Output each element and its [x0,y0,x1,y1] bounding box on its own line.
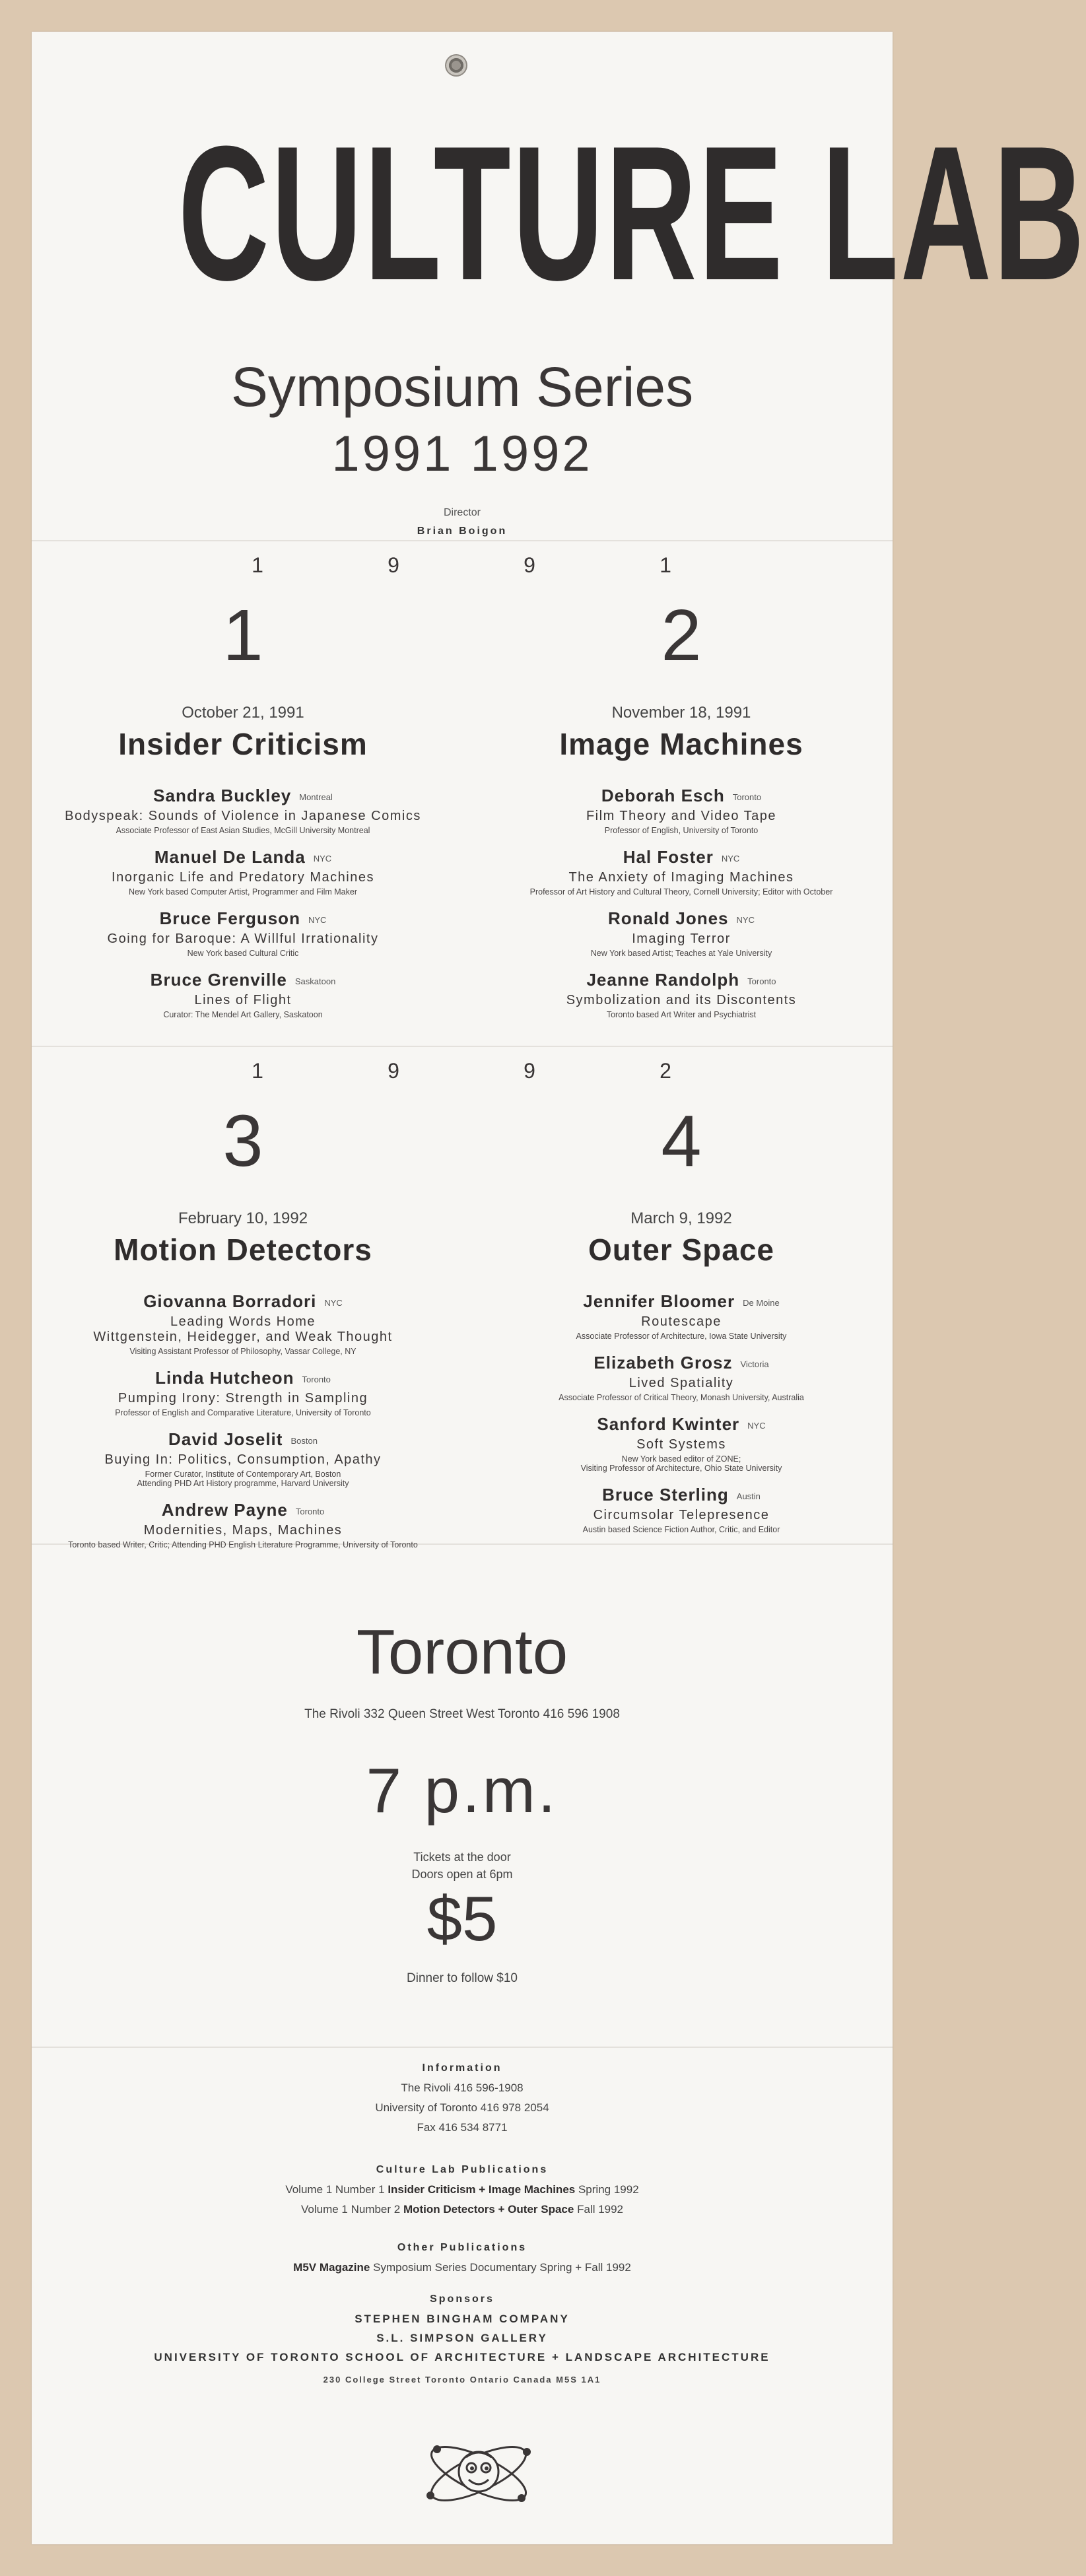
speaker-bio: Curator: The Mendel Art Gallery, Saskatoon [163,1010,323,1019]
talk-title: Modernities, Maps, Machines [143,1523,343,1538]
speaker-name: David Joselit [168,1429,283,1449]
grommet-icon [445,54,467,77]
speaker-name: Bruce Grenville [150,970,287,990]
year-digit: 1 [660,553,671,577]
talk-title: Going for Baroque: A Willful Irrationality [107,932,379,946]
sponsors-heading: Sponsors [430,2293,494,2305]
speaker-bio: Austin based Science Fiction Author, Critic, and Editor [582,1525,780,1534]
speaker-location: NYC [308,914,327,925]
year-digit: 1 [252,553,263,577]
session-title: Insider Criticism [118,727,368,761]
talk-title: Film Theory and Video Tape [586,809,777,823]
main-title: CULTURE LAB [178,106,1086,320]
venue-address: The Rivoli 332 Queen Street West Toronto 416 596 1908 [304,1707,620,1721]
speaker-bio: New York based Artist; Teaches at Yale University [590,949,772,958]
speaker-name: Giovanna Borradori [143,1291,317,1311]
speaker-name-line [32,1429,454,1450]
speaker-name: Jeanne Randolph [586,970,740,990]
speaker-name-line [470,847,893,867]
speaker-bio: New York based editor of ZONE; [621,1454,741,1464]
talk-title: Inorganic Life and Predatory Machines [112,870,374,885]
talk-title: The Anxiety of Imaging Machines [568,870,794,885]
speaker-location: NYC [324,1297,343,1308]
speaker [32,908,454,958]
doors-line: Doors open at 6pm [411,1868,513,1881]
information-heading: Information [422,2062,502,2074]
director-name: Brian Boigon [417,525,508,537]
other-publication-detail: Symposium Series Documentary Spring + Fall 1992 [373,2261,631,2274]
speaker-name-line [32,1368,454,1388]
other-publication-item [32,2258,893,2278]
speaker-name: Hal Foster [623,847,714,867]
atom-face-logo-icon [423,2424,535,2523]
speaker-name: Bruce Sterling [602,1485,729,1505]
speaker [32,1429,454,1488]
speaker-name: Jennifer Bloomer [583,1291,735,1311]
fold-line [32,540,893,541]
talk-subtitle: Wittgenstein, Heidegger, and Weak Thought [93,1330,393,1344]
fold-line [32,1046,893,1047]
info-line: University of Toronto 416 978 2054 [375,2101,549,2114]
publication-season: Spring 1992 [578,2183,639,2196]
other-publications-section [32,2242,893,2278]
speaker-location: NYC [721,853,740,864]
speaker-name: Bruce Ferguson [159,908,300,928]
session-number: 4 [661,1101,702,1182]
session-number: 3 [222,1101,263,1182]
speaker-name: Manuel De Landa [154,847,306,867]
speaker-location: Victoria [740,1359,769,1369]
venue-city: Toronto [356,1617,568,1687]
poster-sheet [32,32,1086,2544]
speaker-bio: Toronto based Writer, Critic; Attending PHD English Literature Programme, University of Toronto [68,1540,418,1549]
year-digit: 2 [660,1059,671,1083]
year-digit: 9 [388,553,399,577]
speaker-bio-extra: Attending PHD Art History programme, Harvard University [137,1479,349,1488]
speaker-list [470,786,893,1019]
sponsor-line: UNIVERSITY OF TORONTO SCHOOL OF ARCHITECTURE + LANDSCAPE ARCHITECTURE [154,2351,770,2363]
speaker-location: Austin [736,1491,761,1501]
school-address: 230 College Street Toronto Ontario Canada M5S 1A1 [323,2375,601,2385]
session-3 [32,1101,454,1561]
publication-volume: Volume 1 Number 1 [285,2183,385,2196]
year-digits-1991 [32,553,893,580]
sub-title: Symposium Series [230,356,694,418]
speaker-name: Elizabeth Grosz [594,1353,733,1373]
sponsor-line: S.L. SIMPSON GALLERY [376,2332,548,2344]
session-number: 1 [222,595,263,676]
speaker-bio: Visiting Assistant Professor of Philosophy, Vassar College, NY [129,1347,356,1356]
speaker [32,847,454,897]
session-1 [32,595,454,1031]
speaker-bio: Toronto based Art Writer and Psychiatrist [606,1010,757,1019]
session-title: Motion Detectors [114,1233,372,1267]
speaker [470,847,893,897]
speaker [470,786,893,835]
speaker-location: Montreal [299,792,333,802]
speaker-bio: Associate Professor of Architecture, Iowa State University [576,1332,787,1341]
speaker [470,970,893,1019]
speaker-bio: Associate Professor of East Asian Studies, McGill University Montreal [116,826,370,835]
speaker-location: Toronto [747,976,776,986]
speaker-name-line [32,970,454,990]
speaker-bio: Associate Professor of Critical Theory, Monash University, Australia [559,1393,804,1402]
speaker-name-line [32,1291,454,1312]
year-digit: 9 [388,1059,399,1083]
speaker-bio: New York based Computer Artist, Programmer and Film Maker [129,887,357,897]
series-years: 1991 1992 [331,426,593,482]
tickets-line: Tickets at the door [413,1850,511,1864]
info-line: The Rivoli 416 596-1908 [401,2082,524,2094]
year-digits-1992 [32,1059,893,1085]
session-date: February 10, 1992 [178,1209,308,1227]
speaker-name: Sandra Buckley [153,786,292,805]
speaker-name-line [470,1291,893,1312]
publication-title: Insider Criticism + Image Machines [388,2183,576,2196]
publication-volume: Volume 1 Number 2 [300,2203,401,2216]
speaker-location: Toronto [302,1374,331,1384]
speaker-location: Toronto [732,792,762,802]
speaker-name-line [32,1500,454,1520]
session-title: Outer Space [588,1233,774,1267]
speaker-location: Boston [290,1435,318,1446]
speaker [470,1353,893,1402]
speaker [470,1414,893,1473]
year-digit: 9 [524,1059,535,1083]
publications-section [32,2164,893,2220]
speaker-name-line [32,847,454,867]
speaker-name-line [470,1353,893,1373]
session-title: Image Machines [559,727,803,761]
ticket-price: $5 [426,1883,498,1954]
speaker-name-line [470,1485,893,1505]
publication-item [32,2180,893,2200]
speaker-list [32,786,454,1019]
speaker-bio: New York based Cultural Critic [187,949,299,958]
session-date: October 21, 1991 [182,704,304,722]
other-publication-title: M5V Magazine [293,2261,370,2274]
speaker-list [32,1291,454,1549]
publication-season: Fall 1992 [577,2203,624,2216]
speaker [32,1368,454,1417]
information-lines [32,2078,893,2138]
session-number: 2 [661,595,702,676]
speaker-name-line [470,786,893,806]
speaker [470,1291,893,1341]
talk-title: Lived Spatiality [628,1376,734,1390]
speaker-name-line [470,970,893,990]
speaker [32,970,454,1019]
fold-line [32,2047,893,2048]
speaker-location: NYC [747,1420,766,1431]
speaker-location: Saskatoon [294,976,336,986]
speaker-bio: Professor of English, University of Toronto [604,826,759,835]
speaker-bio: Professor of Art History and Cultural Theory, Cornell University; Editor with October [529,887,833,897]
session-4 [470,1101,893,1546]
speaker [470,908,893,958]
speaker-name-line [470,1414,893,1435]
speaker-name-line [32,786,454,806]
publications-heading: Culture Lab Publications [376,2164,549,2175]
speaker-name-line [32,908,454,929]
dinner-note: Dinner to follow $10 [407,1971,518,1985]
director-label: Director [443,507,481,518]
speaker-bio: Former Curator, Institute of Contemporary Art, Boston [145,1470,341,1479]
info-line: Fax 416 534 8771 [417,2121,508,2134]
talk-title: Routescape [641,1314,722,1329]
talk-title: Bodyspeak: Sounds of Violence in Japanese Comics [65,809,421,823]
speaker-location: NYC [313,853,332,864]
information-section [32,2062,893,2138]
speaker-name: Ronald Jones [608,908,729,928]
other-publications-heading: Other Publications [397,2242,527,2253]
speaker-bio: Professor of English and Comparative Literature, University of Toronto [115,1408,371,1417]
speaker-name: Sanford Kwinter [597,1414,740,1434]
talk-title: Buying In: Politics, Consumption, Apathy [104,1452,382,1467]
session-2 [470,595,893,1031]
talk-title: Soft Systems [636,1437,726,1452]
speaker-name: Deborah Esch [601,786,725,805]
session-date: November 18, 1991 [611,704,751,722]
talk-title: Leading Words Home [170,1314,316,1329]
talk-title: Pumping Irony: Strength in Sampling [118,1391,368,1406]
publication-item [32,2200,893,2220]
speaker [32,1291,454,1356]
sponsors-section [32,2293,893,2385]
talk-title: Imaging Terror [632,932,731,946]
sponsor-line: STEPHEN BINGHAM COMPANY [355,2313,570,2325]
event-time: 7 p.m. [366,1755,559,1826]
speaker-list [470,1291,893,1534]
publication-title: Motion Detectors + Outer Space [403,2203,574,2216]
speaker-name: Linda Hutcheon [155,1368,294,1388]
speaker-location: De Moine [743,1297,780,1308]
talk-title: Lines of Flight [194,993,292,1007]
talk-title: Circumsolar Telepresence [593,1508,770,1522]
speaker-name-line [470,908,893,929]
session-date: March 9, 1992 [630,1209,732,1227]
talk-title: Symbolization and its Discontents [566,993,797,1007]
speaker-bio-extra: Visiting Professor of Architecture, Ohio State University [580,1464,782,1473]
speaker [32,1500,454,1549]
speaker-name: Andrew Payne [161,1500,288,1520]
ticket-info [32,1848,893,1883]
speaker [32,786,454,835]
year-digit: 1 [252,1059,263,1083]
speaker-location: Toronto [295,1506,325,1516]
speaker [470,1485,893,1534]
speaker-location: NYC [736,914,755,925]
year-digit: 9 [524,553,535,577]
